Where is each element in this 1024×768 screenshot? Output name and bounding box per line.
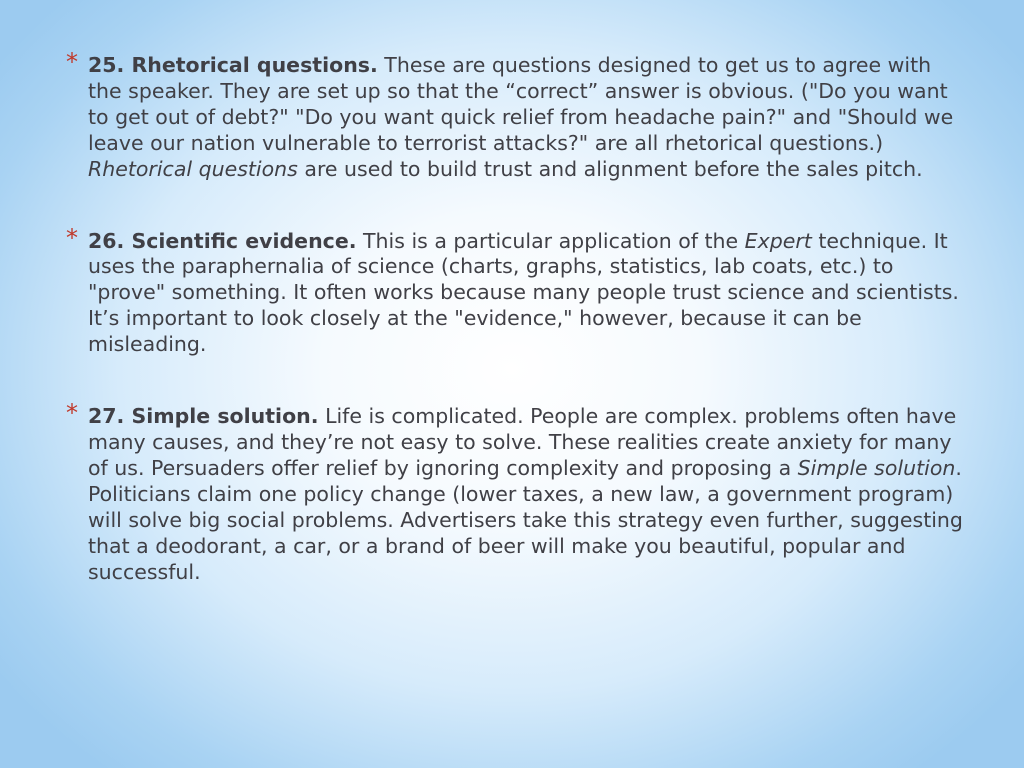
- item-body: Life is complicated. People are complex. problems often have many causes, and they’re not easy to solve. These realities create anxiety for many of us. Persuaders offer relief by ignoring complexity and proposing a: [88, 404, 957, 480]
- asterisk-bullet-icon: *: [66, 399, 78, 428]
- bullet-list: [66, 48, 966, 631]
- item-emphasis: Simple solution: [797, 455, 956, 480]
- item-body: This is a particular application of the: [356, 228, 745, 253]
- item-heading: 27. Simple solution.: [88, 404, 319, 429]
- bullet-text: [88, 53, 966, 183]
- item-emphasis: Expert: [744, 228, 812, 253]
- item-body: These are questions designed to get us to agree with the speaker. They are set up so that the “correct” answer is obvious. ("Do you want to get out of debt?" "Do you want quick relief from headache pain?" and "Should we leave our nation vulnerable to terrorist attacks?" are all rhetorical questions.): [88, 53, 954, 155]
- item-body-end: technique. It uses the paraphernalia of science (charts, graphs, statistics, lab coats, etc.) to "prove" something. It often works because many people trust science and scientists. It’s important to look closely at the "evidence," however, because it can be misleading.: [88, 228, 959, 357]
- item-heading: 26. Scientific evidence.: [88, 228, 357, 253]
- item-emphasis: Rhetorical questions: [88, 156, 298, 181]
- list-item: [66, 48, 966, 183]
- asterisk-bullet-icon: *: [66, 223, 78, 252]
- item-body-end: are used to build trust and alignment before the sales pitch.: [297, 156, 923, 181]
- asterisk-bullet-icon: *: [66, 48, 78, 76]
- bullet-text: [88, 404, 966, 585]
- bullet-text: [88, 229, 966, 359]
- list-item: [66, 399, 966, 585]
- list-item: [66, 223, 966, 359]
- item-heading: 25. Rhetorical questions.: [88, 53, 378, 77]
- item-body-end: . Politicians claim one policy change (lower taxes, a new law, a government program) will solve big social problems. Advertisers take this strategy even further, suggesting that a deodorant, a car, or a brand of beer will make you beautiful, popular and successful.: [88, 455, 963, 584]
